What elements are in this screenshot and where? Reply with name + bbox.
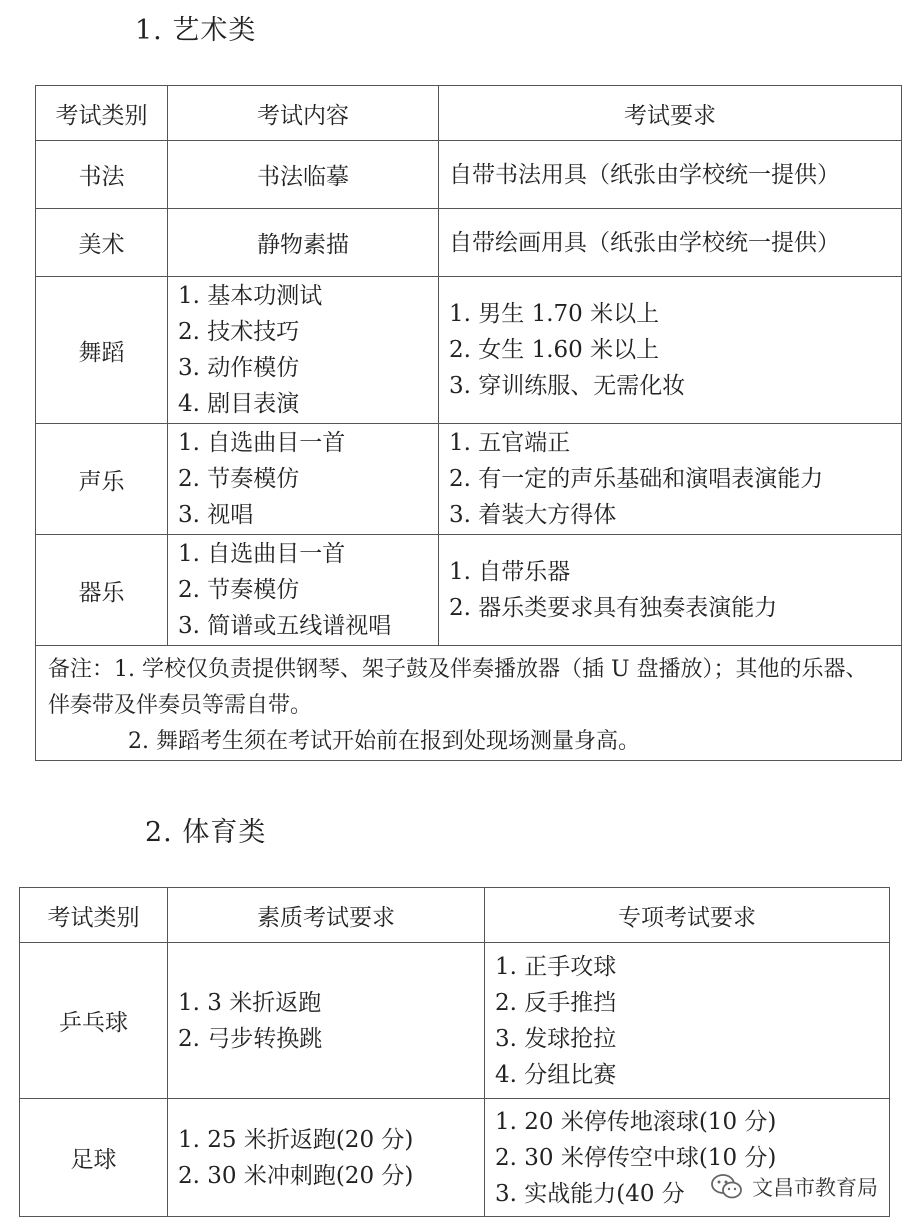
note-cell — [36, 646, 902, 761]
table-header-row — [36, 86, 902, 141]
list-item: 3. 着装大方得体 — [449, 502, 617, 528]
table-row — [20, 943, 890, 1099]
list-item: 1. 正手攻球 — [495, 953, 617, 980]
content-cell — [168, 277, 439, 424]
list-item: 3. 动作模仿 — [178, 355, 300, 381]
list-item: 3. 穿训练服、无需化妆 — [449, 373, 686, 399]
list-item: 3. 发球抢拉 — [495, 1025, 617, 1052]
list-item: 2. 女生 1.60 米以上 — [449, 337, 660, 363]
list-item: 1. 男生 1.70 米以上 — [449, 301, 660, 327]
list-item: 4. 剧目表演 — [178, 391, 300, 417]
list-item: 3. 简谱或五线谱视唱 — [178, 613, 392, 639]
quality-cell — [168, 1099, 485, 1217]
list-item: 2. 技术技巧 — [178, 319, 300, 345]
list-item: 2. 弓步转换跳 — [178, 1025, 323, 1052]
requirements-cell — [439, 277, 902, 424]
header-quality: 素质考试要求 — [168, 888, 485, 943]
list-item: 1. 五官端正 — [449, 430, 571, 456]
wechat-icon — [710, 1173, 744, 1201]
list-item: 1. 25 米折返跑(20 分) — [178, 1126, 414, 1153]
requirements-cell: 自带绘画用具（纸张由学校统一提供） — [439, 209, 902, 277]
list-item: 2. 30 米冲刺跑(20 分) — [178, 1162, 414, 1189]
table-row — [36, 141, 902, 209]
content-cell: 书法临摹 — [168, 141, 439, 209]
header-category: 考试类别 — [20, 888, 168, 943]
watermark-text: 文昌市教育局 — [752, 1176, 878, 1200]
list-item: 1. 3 米折返跑 — [178, 989, 322, 1016]
list-item: 1. 基本功测试 — [178, 283, 323, 309]
header-special: 专项考试要求 — [485, 888, 890, 943]
category-cell: 器乐 — [36, 535, 168, 646]
list-item: 1. 自带乐器 — [449, 559, 571, 585]
sports-section-title: 2. 体育类 — [145, 817, 267, 848]
list-item: 3. 实战能力(40 分 — [495, 1180, 685, 1207]
list-item: 4. 分组比赛 — [495, 1061, 617, 1088]
list-item: 1. 自选曲目一首 — [178, 541, 346, 567]
note-line: 2. 舞蹈考生须在考试开始前在报到处现场测量身高。 — [128, 729, 640, 754]
list-item: 1. 自选曲目一首 — [178, 430, 346, 456]
table-row — [36, 424, 902, 535]
category-cell: 足球 — [20, 1099, 168, 1217]
table-header-row — [20, 888, 890, 943]
list-item: 2. 30 米停传空中球(10 分) — [495, 1144, 777, 1171]
list-item: 2. 节奏模仿 — [178, 577, 300, 603]
art-exam-table — [35, 85, 902, 761]
requirements-cell — [439, 424, 902, 535]
category-cell: 舞蹈 — [36, 277, 168, 424]
content-cell — [168, 424, 439, 535]
header-category: 考试类别 — [36, 86, 168, 141]
table-row — [36, 535, 902, 646]
category-cell: 乒乓球 — [20, 943, 168, 1099]
list-item: 2. 节奏模仿 — [178, 466, 300, 492]
list-item: 3. 视唱 — [178, 502, 254, 528]
note-line: 备注：1. 学校仅负责提供钢琴、架子鼓及伴奏播放器（插 U 盘播放）；其他的乐器、伴奏带及伴奏员等需自带。 — [48, 657, 868, 718]
quality-cell — [168, 943, 485, 1099]
category-cell: 声乐 — [36, 424, 168, 535]
table-row — [36, 209, 902, 277]
content-cell: 静物素描 — [168, 209, 439, 277]
content-cell — [168, 535, 439, 646]
sports-exam-table — [19, 887, 890, 1217]
list-item: 1. 20 米停传地滚球(10 分) — [495, 1108, 777, 1135]
list-item: 2. 有一定的声乐基础和演唱表演能力 — [449, 466, 824, 492]
header-requirements: 考试要求 — [439, 86, 902, 141]
requirements-cell: 自带书法用具（纸张由学校统一提供） — [439, 141, 902, 209]
header-content: 考试内容 — [168, 86, 439, 141]
special-cell — [485, 943, 890, 1099]
art-section-title: 1. 艺术类 — [135, 15, 257, 46]
account-watermark — [706, 1170, 884, 1204]
category-cell: 美术 — [36, 209, 168, 277]
table-row — [36, 277, 902, 424]
requirements-cell — [439, 535, 902, 646]
category-cell: 书法 — [36, 141, 168, 209]
list-item: 2. 反手推挡 — [495, 989, 617, 1016]
note-row — [36, 646, 902, 761]
list-item: 2. 器乐类要求具有独奏表演能力 — [449, 595, 778, 621]
